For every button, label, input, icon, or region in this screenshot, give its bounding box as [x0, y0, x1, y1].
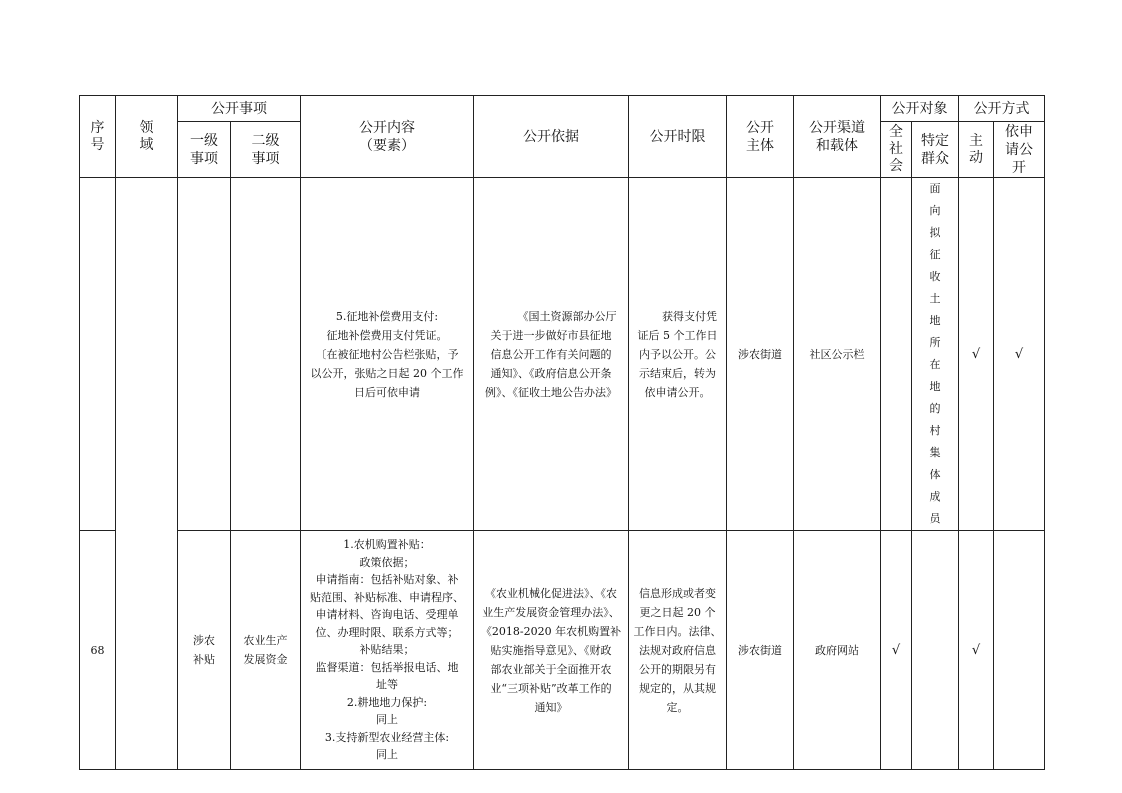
- row-level1: 涉农 补贴: [178, 531, 231, 770]
- header-all-society: 全 社 会: [881, 122, 912, 178]
- row-level2: 农业生产 发展资金: [231, 531, 301, 770]
- row-content: 5.征地补偿费用支付: 征地补偿费用支付凭证。 〔在被征地村公告栏张贴，予 以公开，张贴之日起 20 个工作 日后可依申请: [301, 178, 474, 531]
- row-time-limit: 信息形成或者变 更之日起 20 个 工作日内。法律、 法规对政府信息 公开的期限另有 规定的，从其规 定。: [629, 531, 727, 770]
- header-level1: 一级 事项: [178, 122, 231, 178]
- row-basis: 《国土资源部办公厅 关于进一步做好市县征地 信息公开工作有关问题的 通知》、《政府信息公开条 例》、《征收土地公告办法》: [474, 178, 629, 531]
- disclosure-table: [79, 95, 1045, 770]
- header-specific: 特定 群众: [912, 122, 959, 178]
- header-seq: 序 号: [80, 96, 116, 178]
- row-all-society: [881, 178, 912, 531]
- header-field: 领 域: [116, 96, 178, 178]
- table-row: [80, 178, 1045, 531]
- row-specific: 面向 拟征 收土 地所 在地 的村 集体 成员: [912, 178, 959, 531]
- header-matter-group: 公开事项: [178, 96, 301, 122]
- header-on-request: 依申 请公 开: [994, 122, 1045, 178]
- row-active: √: [959, 531, 994, 770]
- row-subject: 涉农街道: [727, 531, 794, 770]
- row-seq: [80, 178, 116, 531]
- header-subject: 公开 主体: [727, 96, 794, 178]
- row-basis: 《农业机械化促进法》、《农 业生产发展资金管理办法》、 《2018-2020 年农机购置补 贴实施指导意见》、《财政 部农业部关于全面推开农 业“三项补贴”改革工作的 通知》: [474, 531, 629, 770]
- header-method-group: 公开方式: [959, 96, 1045, 122]
- header-row-1: [80, 96, 1045, 122]
- header-object-group: 公开对象: [881, 96, 959, 122]
- header-level2: 二级 事项: [231, 122, 301, 178]
- row-field: [116, 178, 178, 770]
- row-channel: 政府网站: [794, 531, 881, 770]
- row-active: √: [959, 178, 994, 531]
- row-on-request: √: [994, 178, 1045, 531]
- row-content: 1.农机购置补贴： 政策依据； 申请指南：包括补贴对象、补 贴范围、补贴标准、申请程序、 申请材料、咨询电话、受理单 位、办理时限、联系方式等； 补贴结果； 监督渠道：包括举报电话、地 址等 2.耕地地力保护: 同上 3.支持新型农业经营主体: 同上: [301, 531, 474, 770]
- header-active: 主 动: [959, 122, 994, 178]
- header-basis: 公开依据: [474, 96, 629, 178]
- table-row: [80, 531, 1045, 770]
- row-all-society: √: [881, 531, 912, 770]
- header-channel: 公开渠道 和载体: [794, 96, 881, 178]
- header-content: 公开内容 （要素）: [301, 96, 474, 178]
- row-time-limit: 获得支付凭 证后 5 个工作日 内予以公开。公 示结束后，转为 依申请公开。: [629, 178, 727, 531]
- row-seq: 68: [80, 531, 116, 770]
- row-level2: [231, 178, 301, 531]
- row-specific: [912, 531, 959, 770]
- row-level1: [178, 178, 231, 531]
- header-time-limit: 公开时限: [629, 96, 727, 178]
- row-subject: 涉农街道: [727, 178, 794, 531]
- row-channel: 社区公示栏: [794, 178, 881, 531]
- row-on-request: [994, 531, 1045, 770]
